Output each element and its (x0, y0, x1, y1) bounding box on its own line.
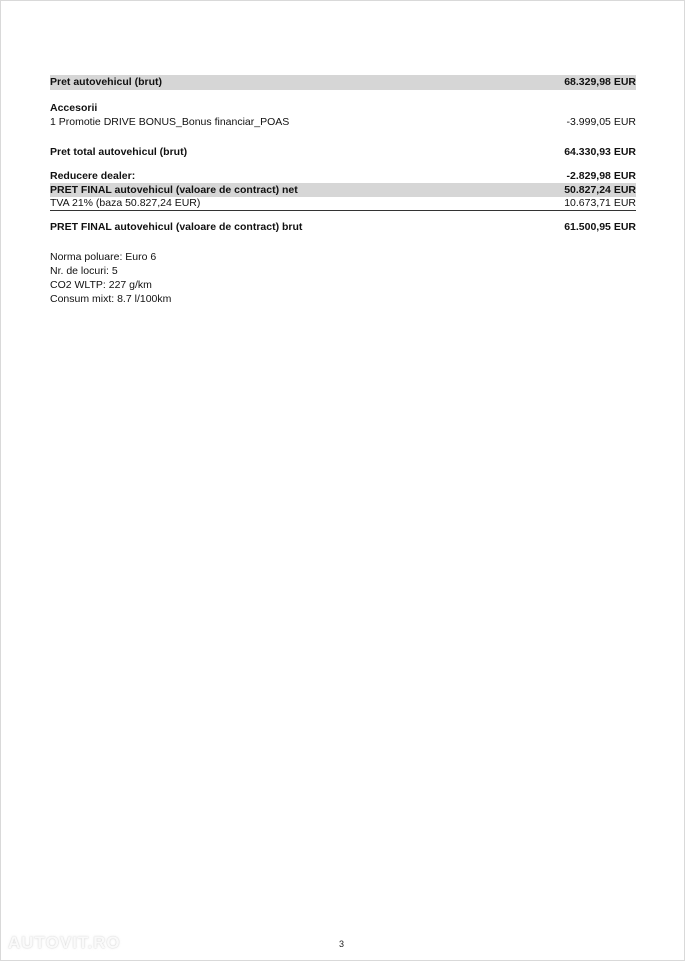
vat-row (50, 197, 636, 211)
final-net-label: PRET FINAL autovehicul (valoare de contract) net (50, 183, 298, 196)
final-gross-row (50, 221, 636, 234)
accessory-item-label: 1 Promotie DRIVE BONUS_Bonus financiar_POAS (50, 116, 290, 128)
dealer-discount-row (50, 170, 636, 183)
page-number: 3 (339, 939, 345, 949)
final-net-row (50, 183, 636, 197)
dealer-discount-value: -2.829,98 EUR (566, 170, 636, 182)
final-gross-value: 61.500,95 EUR (564, 221, 636, 233)
spec-co2: CO2 WLTP: 227 g/km (50, 279, 152, 291)
total-price-value: 64.330,93 EUR (564, 146, 636, 158)
dealer-discount-label: Reducere dealer: (50, 170, 136, 182)
accessory-item-row (50, 116, 636, 129)
vat-label: TVA 21% (baza 50.827,24 EUR) (50, 197, 201, 209)
accessories-heading: Accesorii (50, 102, 98, 114)
base-price-label: Pret autovehicul (brut) (50, 76, 163, 88)
final-gross-label: PRET FINAL autovehicul (valoare de contract) brut (50, 221, 303, 233)
total-price-row (50, 146, 636, 159)
accessory-item-value: -3.999,05 EUR (566, 116, 636, 128)
base-price-row (50, 75, 636, 90)
base-price-value: 68.329,98 EUR (564, 76, 636, 88)
watermark-logo: AUTOVIT.RO (8, 933, 121, 952)
vat-value: 10.673,71 EUR (564, 197, 636, 209)
accessories-heading-row (50, 102, 636, 115)
spec-emission-norm: Norma poluare: Euro 6 (50, 251, 157, 263)
spec-consumption: Consum mixt: 8.7 l/100km (50, 293, 172, 305)
spec-seats: Nr. de locuri: 5 (50, 265, 118, 277)
total-price-label: Pret total autovehicul (brut) (50, 146, 188, 158)
final-net-value: 50.827,24 EUR (564, 183, 636, 196)
